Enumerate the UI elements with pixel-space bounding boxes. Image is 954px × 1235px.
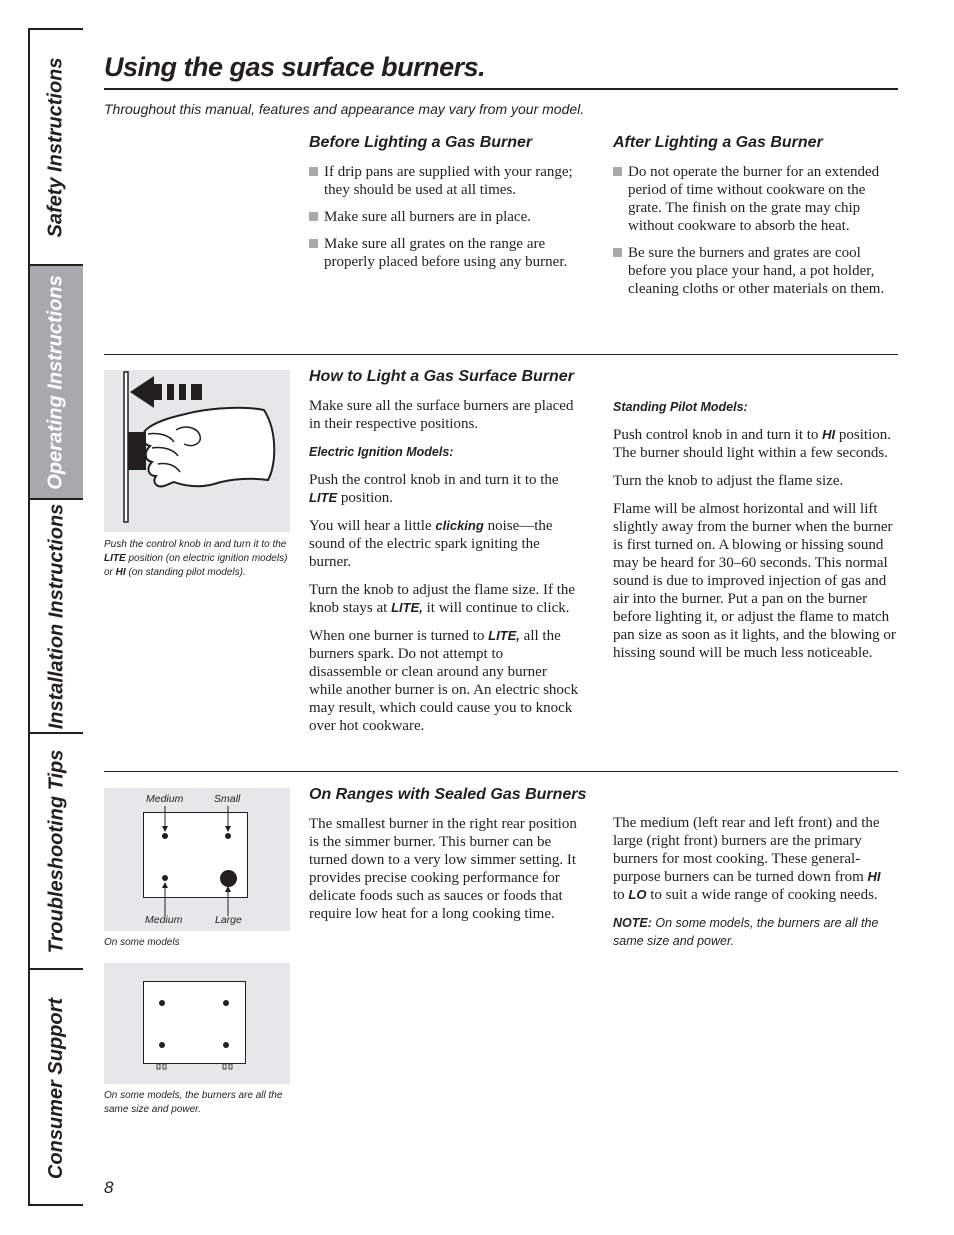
after-bullet-2: Be sure the burners and grates are cool before you place your hand, a pot holder, cleaning cloths or other materials on them.: [613, 244, 899, 298]
page-subtitle: Throughout this manual, features and appearance may vary from your model.: [104, 101, 585, 117]
burner-medium-rear: [162, 833, 168, 839]
how-to-light-intro: Make sure all the surface burners are placed in their respective positions.: [309, 398, 574, 432]
standing-pilot-section: [613, 398, 899, 672]
tab-consumer-support[interactable]: Consumer Support: [45, 997, 67, 1179]
burner-right-rear: [223, 1000, 229, 1006]
before-lighting-heading: Before Lighting a Gas Burner: [309, 134, 533, 151]
pilot-paragraph-3: Flame will be almost horizontal and will lift slightly away from the burner when the burner is first turned on. A blowing or hissing sound may be heard for 30–60 seconds. This normal sound is due to improved injection of gas and air into the burner. Put a pan on the burner before lighting it, or adjust the flame to match pan size as soon as it lights, and the blowing or hissing sound will be much less noticeable.: [613, 501, 896, 661]
sealed-paragraph-2: The medium (left rear and left front) and the large (right front) burners are the primary burners for most cooking. These general-purpose burners can be turned down from HI to LO to suit a wide range of cooking needs.: [613, 815, 881, 903]
sealed-burners-section: [309, 785, 587, 933]
burner-medium-front: [162, 875, 168, 881]
section-tabs: [28, 28, 83, 1206]
before-lighting-section: [309, 133, 594, 280]
standing-pilot-heading: Standing Pilot Models:: [613, 400, 748, 414]
after-lighting-section: [613, 133, 899, 307]
tab-operating-instructions[interactable]: Operating Instructions: [30, 266, 83, 500]
burner-large-front: [220, 870, 237, 887]
knob-illustration-caption: Push the control knob in and turn it to the LITE position (on electric ignition models) or HI (on standing pilot models).: [104, 539, 288, 578]
electric-paragraph-1: Push the control knob in and turn it to the LITE position.: [309, 472, 559, 506]
sealed-note: NOTE: On some models, the burners are all the same size and power.: [613, 916, 879, 948]
tab-troubleshooting-tips[interactable]: Troubleshooting Tips: [30, 734, 83, 970]
tab-safety-instructions[interactable]: Safety Instructions: [30, 30, 83, 266]
electric-paragraph-2: You will hear a little clicking noise—the sound of the electric spark igniting the burner.: [309, 518, 553, 570]
section-divider-1: [104, 354, 898, 355]
title-rule: [104, 88, 898, 90]
burner-layout-caption: On some models: [104, 937, 180, 948]
burner-left-rear: [159, 1000, 165, 1006]
before-bullet-2: Make sure all burners are in place.: [309, 208, 594, 226]
label-large-front: Large: [215, 914, 242, 926]
tab-installation-instructions[interactable]: Installation Instructions: [30, 500, 83, 734]
how-to-light-section: [309, 367, 579, 745]
label-small-rear: Small: [214, 793, 241, 805]
burner-right-front: [223, 1042, 229, 1048]
burner-arrows-icon: [104, 788, 290, 931]
sealed-burners-heading: On Ranges with Sealed Gas Burners: [309, 786, 587, 803]
page-number: 8: [104, 1178, 114, 1197]
page-title: Using the gas surface burners.: [104, 52, 486, 82]
electric-ignition-heading: Electric Ignition Models:: [309, 445, 454, 459]
before-bullet-3: Make sure all grates on the range are properly placed before using any burner.: [309, 235, 594, 271]
equal-burner-diagram: [104, 963, 290, 1084]
after-bullet-1: Do not operate the burner for an extended period of time without cookware on the grate. The finish on the grate may chip without cookware to absorb the heat.: [613, 163, 899, 235]
burner-small-rear: [225, 833, 231, 839]
section-divider-2: [104, 771, 898, 772]
label-medium-rear: Medium: [146, 793, 184, 805]
knob-push-illustration: [104, 370, 290, 532]
pilot-paragraph-2: Turn the knob to adjust the flame size.: [613, 473, 844, 489]
burner-left-front: [159, 1042, 165, 1048]
equal-burner-caption: On some models, the burners are all the same size and power.: [104, 1090, 283, 1115]
after-lighting-heading: After Lighting a Gas Burner: [613, 134, 823, 151]
how-to-light-heading: How to Light a Gas Surface Burner: [309, 368, 574, 385]
before-bullet-1: If drip pans are supplied with your range; they should be used at all times.: [309, 163, 594, 199]
sealed-paragraph-1: The smallest burner in the right rear position is the simmer burner. This burner can be turned down to a very low simmer setting. It provides precise cooking performance for delicate foods such as sauces or foods that require low heat for a long cooking time.: [309, 816, 577, 922]
hand-pushing-knob-icon: [104, 370, 290, 532]
cooktop-feet-icon: [104, 963, 290, 1084]
label-medium-front: Medium: [145, 914, 183, 926]
burner-layout-diagram: [104, 788, 290, 931]
electric-paragraph-3: Turn the knob to adjust the flame size. If the knob stays at LITE, it will continue to click.: [309, 582, 576, 616]
electric-paragraph-4: When one burner is turned to LITE, all the burners spark. Do not attempt to disassemble or clean around any burner while another burner is on. An electric shock may result, which could cause you to knock over hot cookware.: [309, 628, 579, 734]
pilot-paragraph-1: Push control knob in and turn it to HI position. The burner should light within a few seconds.: [613, 427, 892, 461]
sealed-burners-right: [613, 814, 895, 960]
